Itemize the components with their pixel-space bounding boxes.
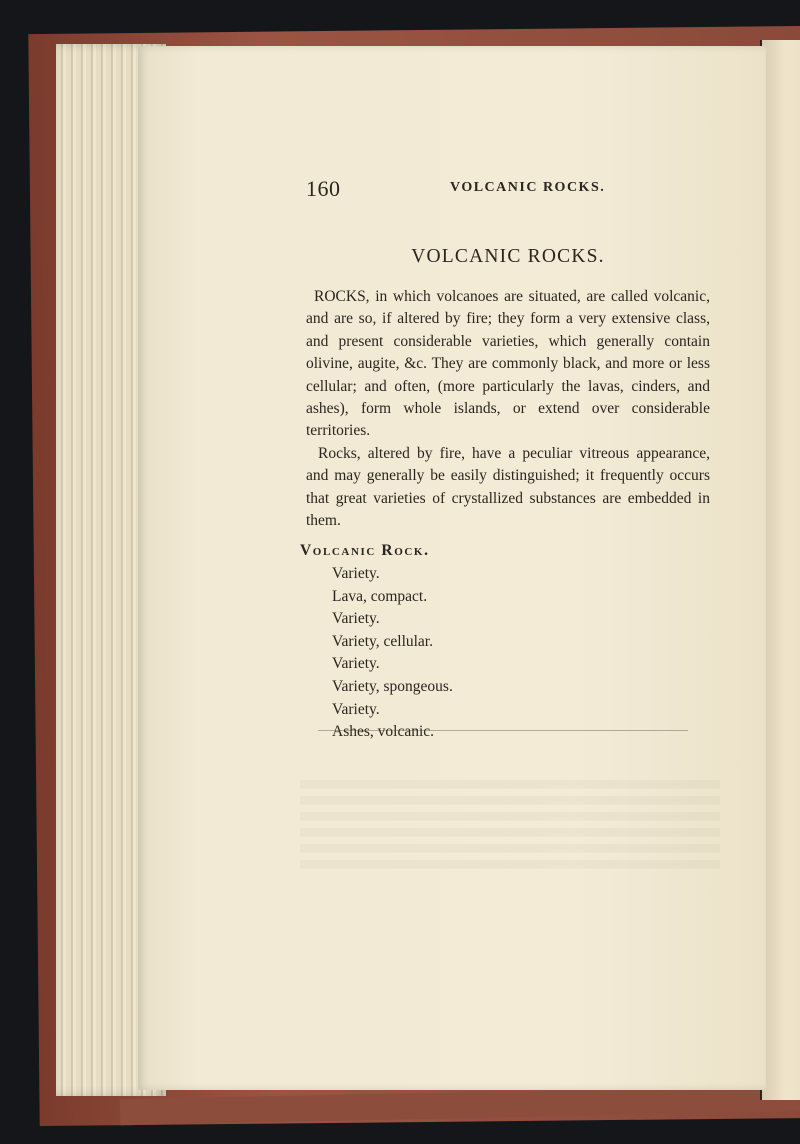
list-item: Ashes, volcanic. xyxy=(332,723,435,741)
list-item: Variety. xyxy=(332,700,380,718)
list-item: Variety. xyxy=(332,610,380,628)
page-number: 160 xyxy=(306,176,341,201)
running-head xyxy=(306,176,606,200)
paragraph: Rocks, altered by fire, have a peculiar vitreous appearance, and may generally be easily distinguished; it frequently occurs that great varieties of crystallized substances are embedded in them. xyxy=(306,444,710,530)
list-item: Variety. xyxy=(332,565,380,582)
list-item: Lava, compact. xyxy=(332,587,428,605)
variety-list xyxy=(332,563,453,744)
chapter-title: VOLCANIC ROCKS. xyxy=(411,246,605,267)
show-through-text xyxy=(300,780,720,870)
paragraph: ROCKS, in which volcanoes are situated, are called volcanic, and are so, if altered by fire; they form a very extensive class, and present considerable varieties, which generally contain olivine, augite, &c. They are commonly black, and more or less cellular; and often, (more particularly the lavas, cinders, and ashes), form whole islands, or extend over considerable territories. xyxy=(306,288,710,440)
list-item: Variety, spongeous. xyxy=(332,677,453,695)
facing-page-edge xyxy=(760,40,800,1100)
section-divider xyxy=(318,730,688,731)
running-head-title: VOLCANIC ROCKS. xyxy=(450,180,606,195)
list-item: Variety, cellular. xyxy=(332,632,433,650)
body-text xyxy=(306,286,710,532)
list-item: Variety. xyxy=(332,655,380,673)
class-heading: Volcanic Rock. xyxy=(300,542,430,559)
